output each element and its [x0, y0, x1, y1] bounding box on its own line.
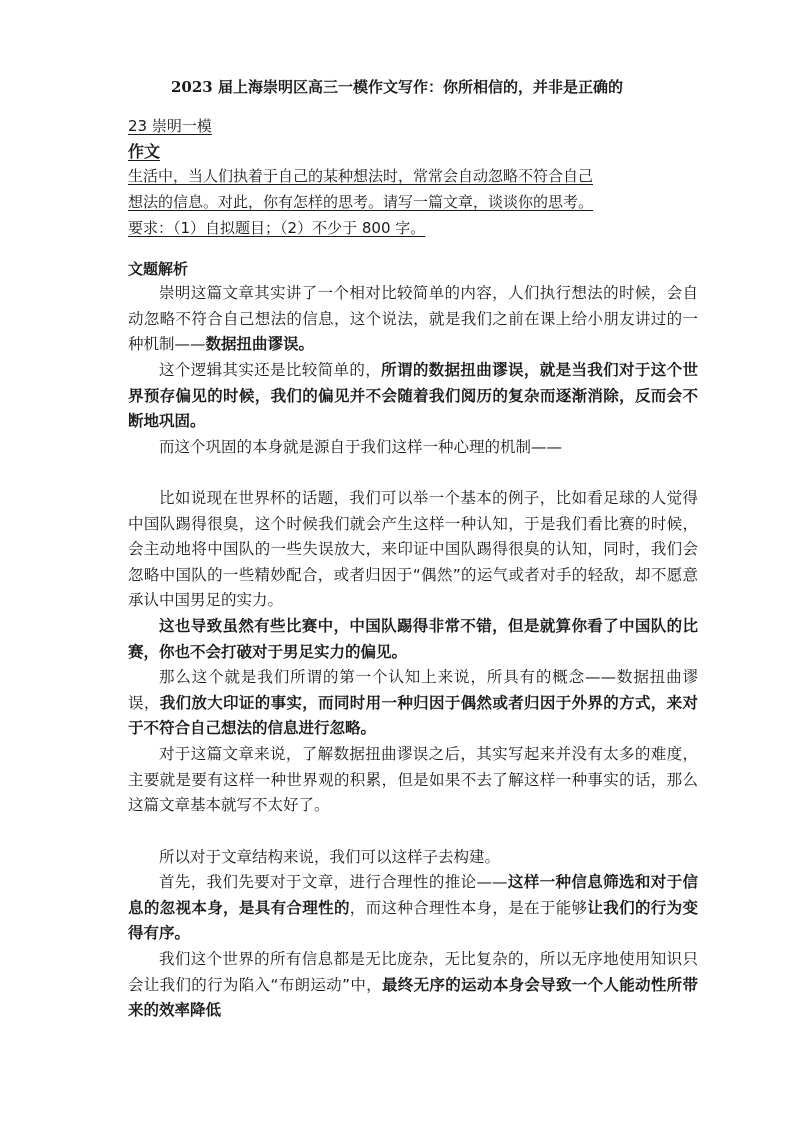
- paragraph-5: 这也导致虽然有些比赛中，中国队踢得非常不错，但是就算你看了中国队的比赛，你也不会打破对于男足实力的偏见。: [128, 617, 698, 661]
- paragraph-6-text: 那么这个就是我们所谓的第一个认知上来说，所具有的概念——数据扭曲谬误，: [128, 668, 698, 712]
- paragraph-2-text: 这个逻辑其实还是比较简单的，: [159, 361, 382, 379]
- paragraph-9-bold-b: 让我们的行为变得有序。: [128, 898, 698, 942]
- paragraph-9-text-a: 首先，我们先要对于文章，进行合理性的推论——: [159, 873, 508, 891]
- document-title: 2023 届上海崇明区高三一模作文写作：你所相信的，并非是正确的: [171, 78, 623, 96]
- paragraph-9: [128, 870, 698, 947]
- prompt-line-1: 生活中，当人们执着于自己的某种想法时，常常会自动忽略不符合自己: [128, 167, 594, 185]
- paragraph-3: 而这个巩固的本身就是源自于我们这样一种心理的机制——: [159, 438, 563, 456]
- prompt-requirement: 要求：（1）自拟题目；（2）不少于 800 字。: [128, 219, 426, 237]
- paragraph-1-text: 崇明这篇文章其实讲了一个相对比较简单的内容，人们执行想法的时候，会自动忽略不符合自己想法的信息，这个说法，就是我们之前在课上给小朋友讲过的一种机制——: [128, 284, 698, 353]
- paragraph-8: 所以对于文章结构来说，我们可以这样子去构建。: [159, 848, 501, 866]
- exam-label: 23 崇明一模: [128, 117, 212, 135]
- paragraph-2-bold: 所谓的数据扭曲谬误，就是当我们对于这个世界预存偏见的时候，我们的偏见并不会随着我们阅历的复杂而逐渐消除，反而会不断地巩固。: [128, 361, 698, 430]
- section-label: 作文: [128, 142, 161, 161]
- paragraph-10-bold: 最终无序的运动本身会导致一个人能动性所带来的效率降低: [128, 975, 698, 1019]
- paragraph-9-text-b: ，而这种合理性本身，是在于能够: [349, 898, 588, 917]
- analysis-heading: 文题解析: [128, 260, 189, 278]
- paragraph-6-bold: 我们放大印证的事实，而同时用一种归因于偶然或者归因于外界的方式，来对于不符合自己想法的信息进行忽略。: [128, 693, 698, 737]
- paragraph-2: [128, 358, 698, 435]
- paragraph-10-text: 我们这个世界的所有信息都是无比庞杂，无比复杂的，所以无序地使用知识只会让我们的行为陷入“布朗运动”中，: [128, 950, 698, 994]
- paragraph-9-bold-a: 这样一种信息筛选和对于信息的忽视本身，是具有合理性的: [128, 873, 698, 917]
- paragraph-4: 比如说现在世界杯的话题，我们可以举一个基本的例子，比如看足球的人觉得中国队踢得很臭，这个时候我们就会产生这样一种认知，于是我们看比赛的时候，会主动地将中国队的一些失误放大，来印证中国队踢得很臭的认知，同时，我们会忽略中国队的一些精妙配合，或者归因于“偶然”的运气或者对手的轻敌，却不愿意承认中国男足的实力。: [128, 489, 698, 609]
- paragraph-6: [128, 665, 698, 742]
- paragraph-1-bold: 数据扭曲谬误。: [205, 335, 315, 353]
- paragraph-10: [128, 947, 698, 1024]
- prompt-line-2: 想法的信息。对此，你有怎样的思考。请写一篇文章，谈谈你的思考。: [128, 193, 594, 211]
- paragraph-7: 对于这篇文章来说，了解数据扭曲谬误之后，其实写起来并没有太多的难度，主要就是要有这样一种世界观的积累，但是如果不去了解这样一种事实的话，那么这篇文章基本就写不太好了。: [128, 745, 698, 814]
- paragraph-1: [128, 281, 698, 358]
